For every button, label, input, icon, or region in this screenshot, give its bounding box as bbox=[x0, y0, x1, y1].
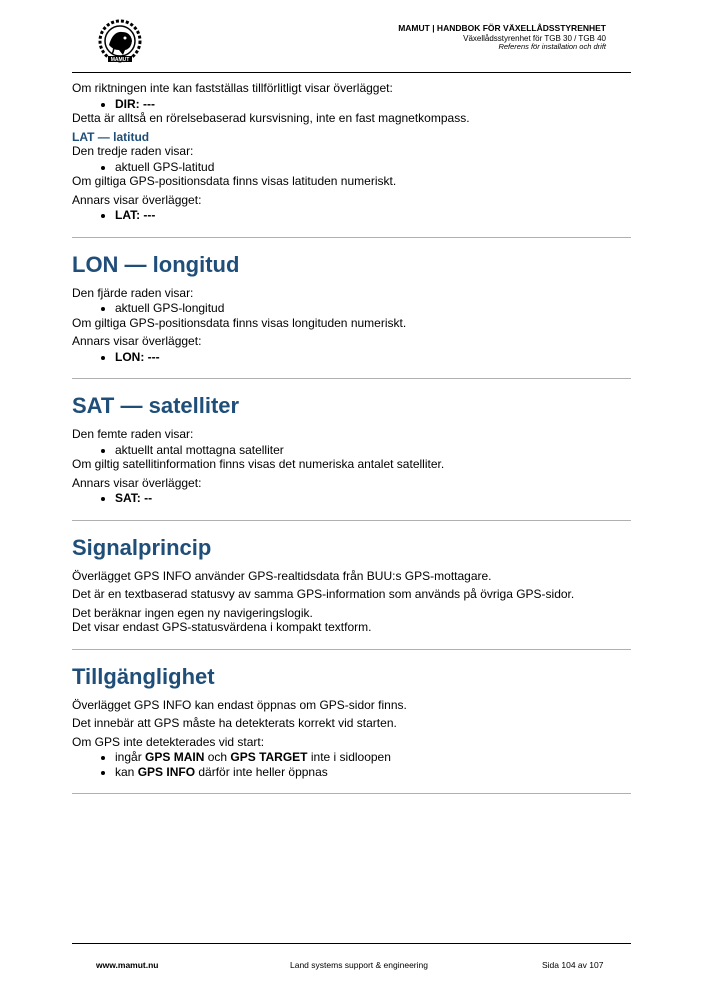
availability-heading: Tillgänglighet bbox=[72, 663, 215, 689]
list-item: • LON: --- bbox=[115, 350, 631, 365]
list-item: • LAT: --- bbox=[115, 208, 631, 223]
bullet-list bbox=[72, 208, 631, 223]
list-item: • SAT: -- bbox=[115, 491, 631, 506]
paragraph: Det är en textbaserad statusvy av samma GPS-information som används på övriga GPS-sidor. bbox=[72, 587, 575, 601]
section-divider bbox=[72, 649, 631, 650]
footer-website[interactable]: www.mamut.nu bbox=[96, 960, 159, 970]
paragraph: Överlägget GPS INFO kan endast öppnas om GPS-sidor finns. bbox=[72, 697, 407, 712]
section-divider bbox=[72, 378, 631, 379]
header-rule bbox=[72, 72, 631, 73]
paragraph: Om riktningen inte kan fastställas tillförlitligt visar överlägget: bbox=[72, 81, 393, 95]
header-subtitle: Växellådsstyrenhet för TGB 30 / TGB 40 bbox=[463, 33, 606, 43]
list-item: • aktuell GPS-longitud bbox=[115, 301, 631, 316]
page-number: Sida 104 av 107 bbox=[542, 960, 604, 970]
paragraph: Annars visar överlägget: bbox=[72, 475, 202, 490]
paragraph: Den femte raden visar: bbox=[72, 427, 194, 441]
paragraph: Om giltiga GPS-positionsdata finns visas latituden numeriskt. bbox=[72, 174, 397, 188]
paragraph: Det visar endast GPS-statusvärdena i kompakt textform. bbox=[72, 620, 372, 634]
signal-heading: Signalprincip bbox=[72, 534, 212, 560]
section-divider bbox=[72, 520, 631, 521]
list-item: • aktuell GPS-latitud bbox=[115, 160, 631, 175]
paragraph: Om giltig satellitinformation finns visas det numeriska antalet satelliter. bbox=[72, 457, 445, 471]
lon-heading: LON — longitud bbox=[72, 251, 240, 277]
bullet-list bbox=[72, 301, 631, 316]
footer-tagline: Land systems support & engineering bbox=[290, 960, 428, 970]
bullet-list bbox=[72, 750, 631, 779]
header-reference: Referens för installation och drift bbox=[498, 41, 606, 51]
section-divider bbox=[72, 237, 631, 238]
list-item: • ingår GPS MAIN och GPS TARGET inte i sidloopen bbox=[115, 750, 631, 765]
sat-heading: SAT — satelliter bbox=[72, 393, 240, 418]
list-item: • kan GPS INFO därför inte heller öppnas bbox=[115, 765, 631, 780]
paragraph: Den fjärde raden visar: bbox=[72, 285, 194, 300]
bullet-list bbox=[72, 97, 631, 112]
bullet-list bbox=[72, 491, 631, 506]
page-content bbox=[72, 81, 631, 808]
paragraph: Den tredje raden visar: bbox=[72, 144, 194, 158]
paragraph: Annars visar överlägget: bbox=[72, 192, 202, 207]
paragraph: Det beräknar ingen egen ny navigeringslogik. bbox=[72, 605, 313, 620]
bullet-list bbox=[72, 160, 631, 175]
bullet-list bbox=[72, 350, 631, 365]
paragraph: Om giltiga GPS-positionsdata finns visas longituden numeriskt. bbox=[72, 315, 407, 330]
footer-rule bbox=[72, 943, 631, 944]
page-header bbox=[398, 24, 606, 52]
paragraph: Det innebär att GPS måste ha detekterats korrekt vid starten. bbox=[72, 716, 397, 730]
list-item: • aktuellt antal mottagna satelliter bbox=[115, 443, 631, 458]
lat-heading: LAT — latitud bbox=[72, 129, 150, 144]
header-title: MAMUT | HANDBOK FÖR VÄXELLÅDSSTYRENHET bbox=[398, 23, 606, 33]
paragraph: Om GPS inte detekterades vid start: bbox=[72, 734, 265, 749]
bullet-list bbox=[72, 443, 631, 458]
company-logo bbox=[95, 19, 145, 63]
paragraph: Annars visar överlägget: bbox=[72, 334, 202, 348]
paragraph: Överlägget GPS INFO använder GPS-realtidsdata från BUU:s GPS-mottagare. bbox=[72, 568, 492, 583]
section-divider bbox=[72, 793, 631, 794]
paragraph: Detta är alltså en rörelsebaserad kursvisning, inte en fast magnetkompass. bbox=[72, 111, 470, 125]
svg-text:MAMUT: MAMUT bbox=[110, 57, 130, 63]
list-item: • DIR: --- bbox=[115, 97, 631, 112]
